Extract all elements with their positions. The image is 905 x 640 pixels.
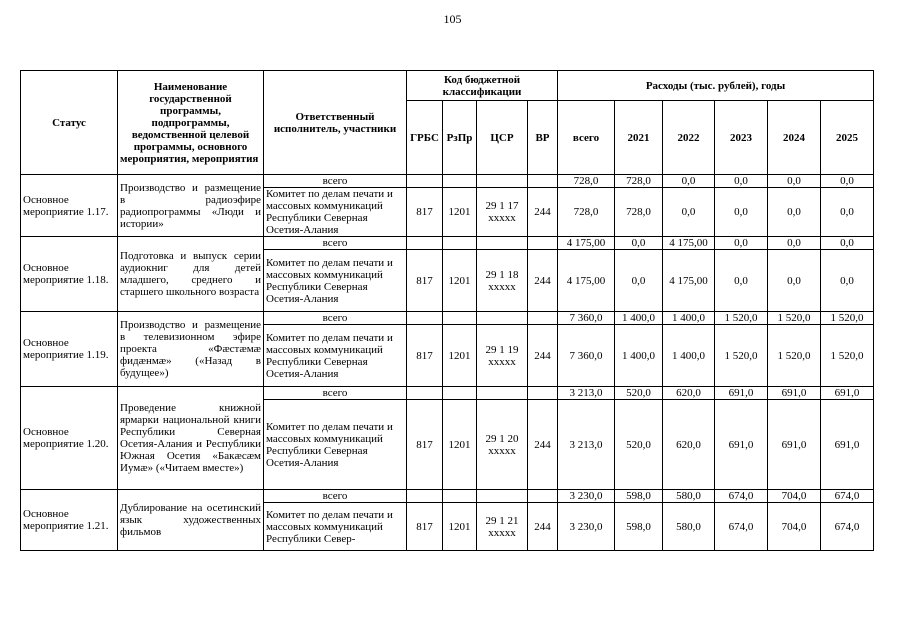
row-all-value: 1 520,0 — [768, 312, 821, 325]
row-value: 0,0 — [663, 188, 715, 237]
row-value: 3 213,0 — [558, 400, 615, 490]
header-vr: ВР — [528, 101, 558, 175]
row-value: 691,0 — [821, 400, 874, 490]
row-status: Основное мероприятие 1.18. — [21, 237, 118, 312]
row-grbs: 817 — [407, 325, 443, 387]
empty-cell — [477, 490, 528, 503]
empty-cell — [477, 312, 528, 325]
empty-cell — [443, 387, 477, 400]
row-value: 1 520,0 — [715, 325, 768, 387]
row-status: Основное мероприятие 1.21. — [21, 490, 118, 551]
row-value: 0,0 — [715, 250, 768, 312]
row-value: 1 400,0 — [663, 325, 715, 387]
empty-cell — [407, 490, 443, 503]
row-csr: 29 1 19 ххххх — [477, 325, 528, 387]
empty-cell — [528, 312, 558, 325]
header-name: Наименование государственной программы, подпрограммы, ведомственной целевой программы, основного мероприятия, мероприятия — [118, 71, 264, 175]
row-all-value: 620,0 — [663, 387, 715, 400]
row-csr: 29 1 17 ххххх — [477, 188, 528, 237]
empty-cell — [528, 490, 558, 503]
row-all-value: 3 230,0 — [558, 490, 615, 503]
row-csr: 29 1 21 ххххх — [477, 503, 528, 551]
row-value: 580,0 — [663, 503, 715, 551]
row-all-label: всего — [264, 490, 407, 503]
row-all-value: 0,0 — [821, 175, 874, 188]
row-value: 0,0 — [821, 188, 874, 237]
row-value: 0,0 — [768, 188, 821, 237]
header-grbs: ГРБС — [407, 101, 443, 175]
row-all-label: всего — [264, 312, 407, 325]
header-budget-code: Код бюджетной классификации — [407, 71, 558, 101]
row-responsible: Комитет по делам печати и массовых коммуникаций Республики Северная Осетия-Алания — [264, 250, 407, 312]
table-row — [21, 312, 874, 325]
header-total: всего — [558, 101, 615, 175]
row-value: 1 400,0 — [615, 325, 663, 387]
empty-cell — [443, 237, 477, 250]
row-name: Дублирование на осетинский язык художественных фильмов — [118, 490, 264, 551]
header-year: 2021 — [615, 101, 663, 175]
row-name: Производство и размещение в радиоэфире радиопрограммы «Люди и истории» — [118, 175, 264, 237]
row-all-value: 580,0 — [663, 490, 715, 503]
row-vr: 244 — [528, 188, 558, 237]
header-year: 2024 — [768, 101, 821, 175]
row-all-value: 0,0 — [715, 237, 768, 250]
row-rzpr: 1201 — [443, 250, 477, 312]
row-grbs: 817 — [407, 250, 443, 312]
empty-cell — [443, 175, 477, 188]
empty-cell — [407, 312, 443, 325]
row-rzpr: 1201 — [443, 400, 477, 490]
empty-cell — [407, 175, 443, 188]
row-value: 598,0 — [615, 503, 663, 551]
row-vr: 244 — [528, 503, 558, 551]
header-year: 2023 — [715, 101, 768, 175]
row-name: Производство и размещение в телевизионном эфире проекта «Фæстæмæ фидæнмæ» («Назад в будущее») — [118, 312, 264, 387]
row-status: Основное мероприятие 1.20. — [21, 387, 118, 490]
header-expenses: Расходы (тыс. рублей), годы — [558, 71, 874, 101]
table-row — [21, 387, 874, 400]
row-name: Подготовка и выпуск серии аудиокниг для детей младшего, среднего и старшего школьного возраста — [118, 237, 264, 312]
row-csr: 29 1 18 ххххх — [477, 250, 528, 312]
row-all-value: 704,0 — [768, 490, 821, 503]
row-all-value: 1 400,0 — [663, 312, 715, 325]
row-all-value: 0,0 — [821, 237, 874, 250]
row-vr: 244 — [528, 400, 558, 490]
row-value: 728,0 — [558, 188, 615, 237]
row-all-value: 1 520,0 — [715, 312, 768, 325]
empty-cell — [443, 312, 477, 325]
row-all-value: 0,0 — [768, 237, 821, 250]
row-grbs: 817 — [407, 188, 443, 237]
header-year: 2022 — [663, 101, 715, 175]
table-row — [21, 237, 874, 250]
header-year: 2025 — [821, 101, 874, 175]
header-responsible: Ответственный исполнитель, участники — [264, 71, 407, 175]
row-status: Основное мероприятие 1.19. — [21, 312, 118, 387]
row-value: 3 230,0 — [558, 503, 615, 551]
row-all-value: 3 213,0 — [558, 387, 615, 400]
row-all-value: 674,0 — [715, 490, 768, 503]
row-all-value: 0,0 — [663, 175, 715, 188]
row-all-value: 674,0 — [821, 490, 874, 503]
row-rzpr: 1201 — [443, 188, 477, 237]
row-grbs: 817 — [407, 400, 443, 490]
row-value: 0,0 — [715, 188, 768, 237]
row-all-value: 4 175,00 — [558, 237, 615, 250]
row-value: 1 520,0 — [768, 325, 821, 387]
row-all-label: всего — [264, 387, 407, 400]
row-value: 691,0 — [715, 400, 768, 490]
row-all-value: 728,0 — [558, 175, 615, 188]
row-all-value: 520,0 — [615, 387, 663, 400]
row-value: 674,0 — [821, 503, 874, 551]
header-status: Статус — [21, 71, 118, 175]
row-all-value: 1 520,0 — [821, 312, 874, 325]
row-all-value: 0,0 — [715, 175, 768, 188]
empty-cell — [528, 175, 558, 188]
row-all-label: всего — [264, 237, 407, 250]
row-value: 4 175,00 — [663, 250, 715, 312]
row-value: 691,0 — [768, 400, 821, 490]
row-csr: 29 1 20 ххххх — [477, 400, 528, 490]
row-value: 704,0 — [768, 503, 821, 551]
page-number: 105 — [443, 12, 462, 26]
row-responsible: Комитет по делам печати и массовых коммуникаций Республики Северная Осетия-Алания — [264, 400, 407, 490]
row-value: 620,0 — [663, 400, 715, 490]
empty-cell — [477, 387, 528, 400]
row-value: 674,0 — [715, 503, 768, 551]
row-grbs: 817 — [407, 503, 443, 551]
row-all-label: всего — [264, 175, 407, 188]
row-all-value: 1 400,0 — [615, 312, 663, 325]
empty-cell — [407, 237, 443, 250]
row-responsible: Комитет по делам печати и массовых коммуникаций Республики Север- — [264, 503, 407, 551]
row-all-value: 598,0 — [615, 490, 663, 503]
row-vr: 244 — [528, 325, 558, 387]
row-all-value: 4 175,00 — [663, 237, 715, 250]
row-vr: 244 — [528, 250, 558, 312]
empty-cell — [528, 387, 558, 400]
header-rzpr: РзПр — [443, 101, 477, 175]
row-rzpr: 1201 — [443, 325, 477, 387]
row-all-value: 691,0 — [715, 387, 768, 400]
empty-cell — [407, 387, 443, 400]
row-all-value: 691,0 — [768, 387, 821, 400]
row-responsible: Комитет по делам печати и массовых коммуникаций Республики Северная Осетия-Алания — [264, 188, 407, 237]
empty-cell — [477, 237, 528, 250]
row-all-value: 0,0 — [768, 175, 821, 188]
row-value: 1 520,0 — [821, 325, 874, 387]
row-name: Проведение книжной ярмарки национальной книги Республики Северная Осетия-Алания и Республики Южная Осетия «Бакæсæм Иумæ» («Читаем вместе») — [118, 387, 264, 490]
row-value: 520,0 — [615, 400, 663, 490]
empty-cell — [528, 237, 558, 250]
empty-cell — [443, 490, 477, 503]
budget-table — [20, 70, 874, 551]
row-value: 0,0 — [821, 250, 874, 312]
empty-cell — [477, 175, 528, 188]
row-value: 0,0 — [768, 250, 821, 312]
row-status: Основное мероприятие 1.17. — [21, 175, 118, 237]
row-all-value: 0,0 — [615, 237, 663, 250]
row-value: 7 360,0 — [558, 325, 615, 387]
table-row — [21, 175, 874, 188]
row-all-value: 7 360,0 — [558, 312, 615, 325]
table-row — [21, 490, 874, 503]
row-value: 0,0 — [615, 250, 663, 312]
header-csr: ЦСР — [477, 101, 528, 175]
row-all-value: 691,0 — [821, 387, 874, 400]
row-value: 728,0 — [615, 188, 663, 237]
row-responsible: Комитет по делам печати и массовых коммуникаций Республики Северная Осетия-Алания — [264, 325, 407, 387]
row-value: 4 175,00 — [558, 250, 615, 312]
row-rzpr: 1201 — [443, 503, 477, 551]
row-all-value: 728,0 — [615, 175, 663, 188]
